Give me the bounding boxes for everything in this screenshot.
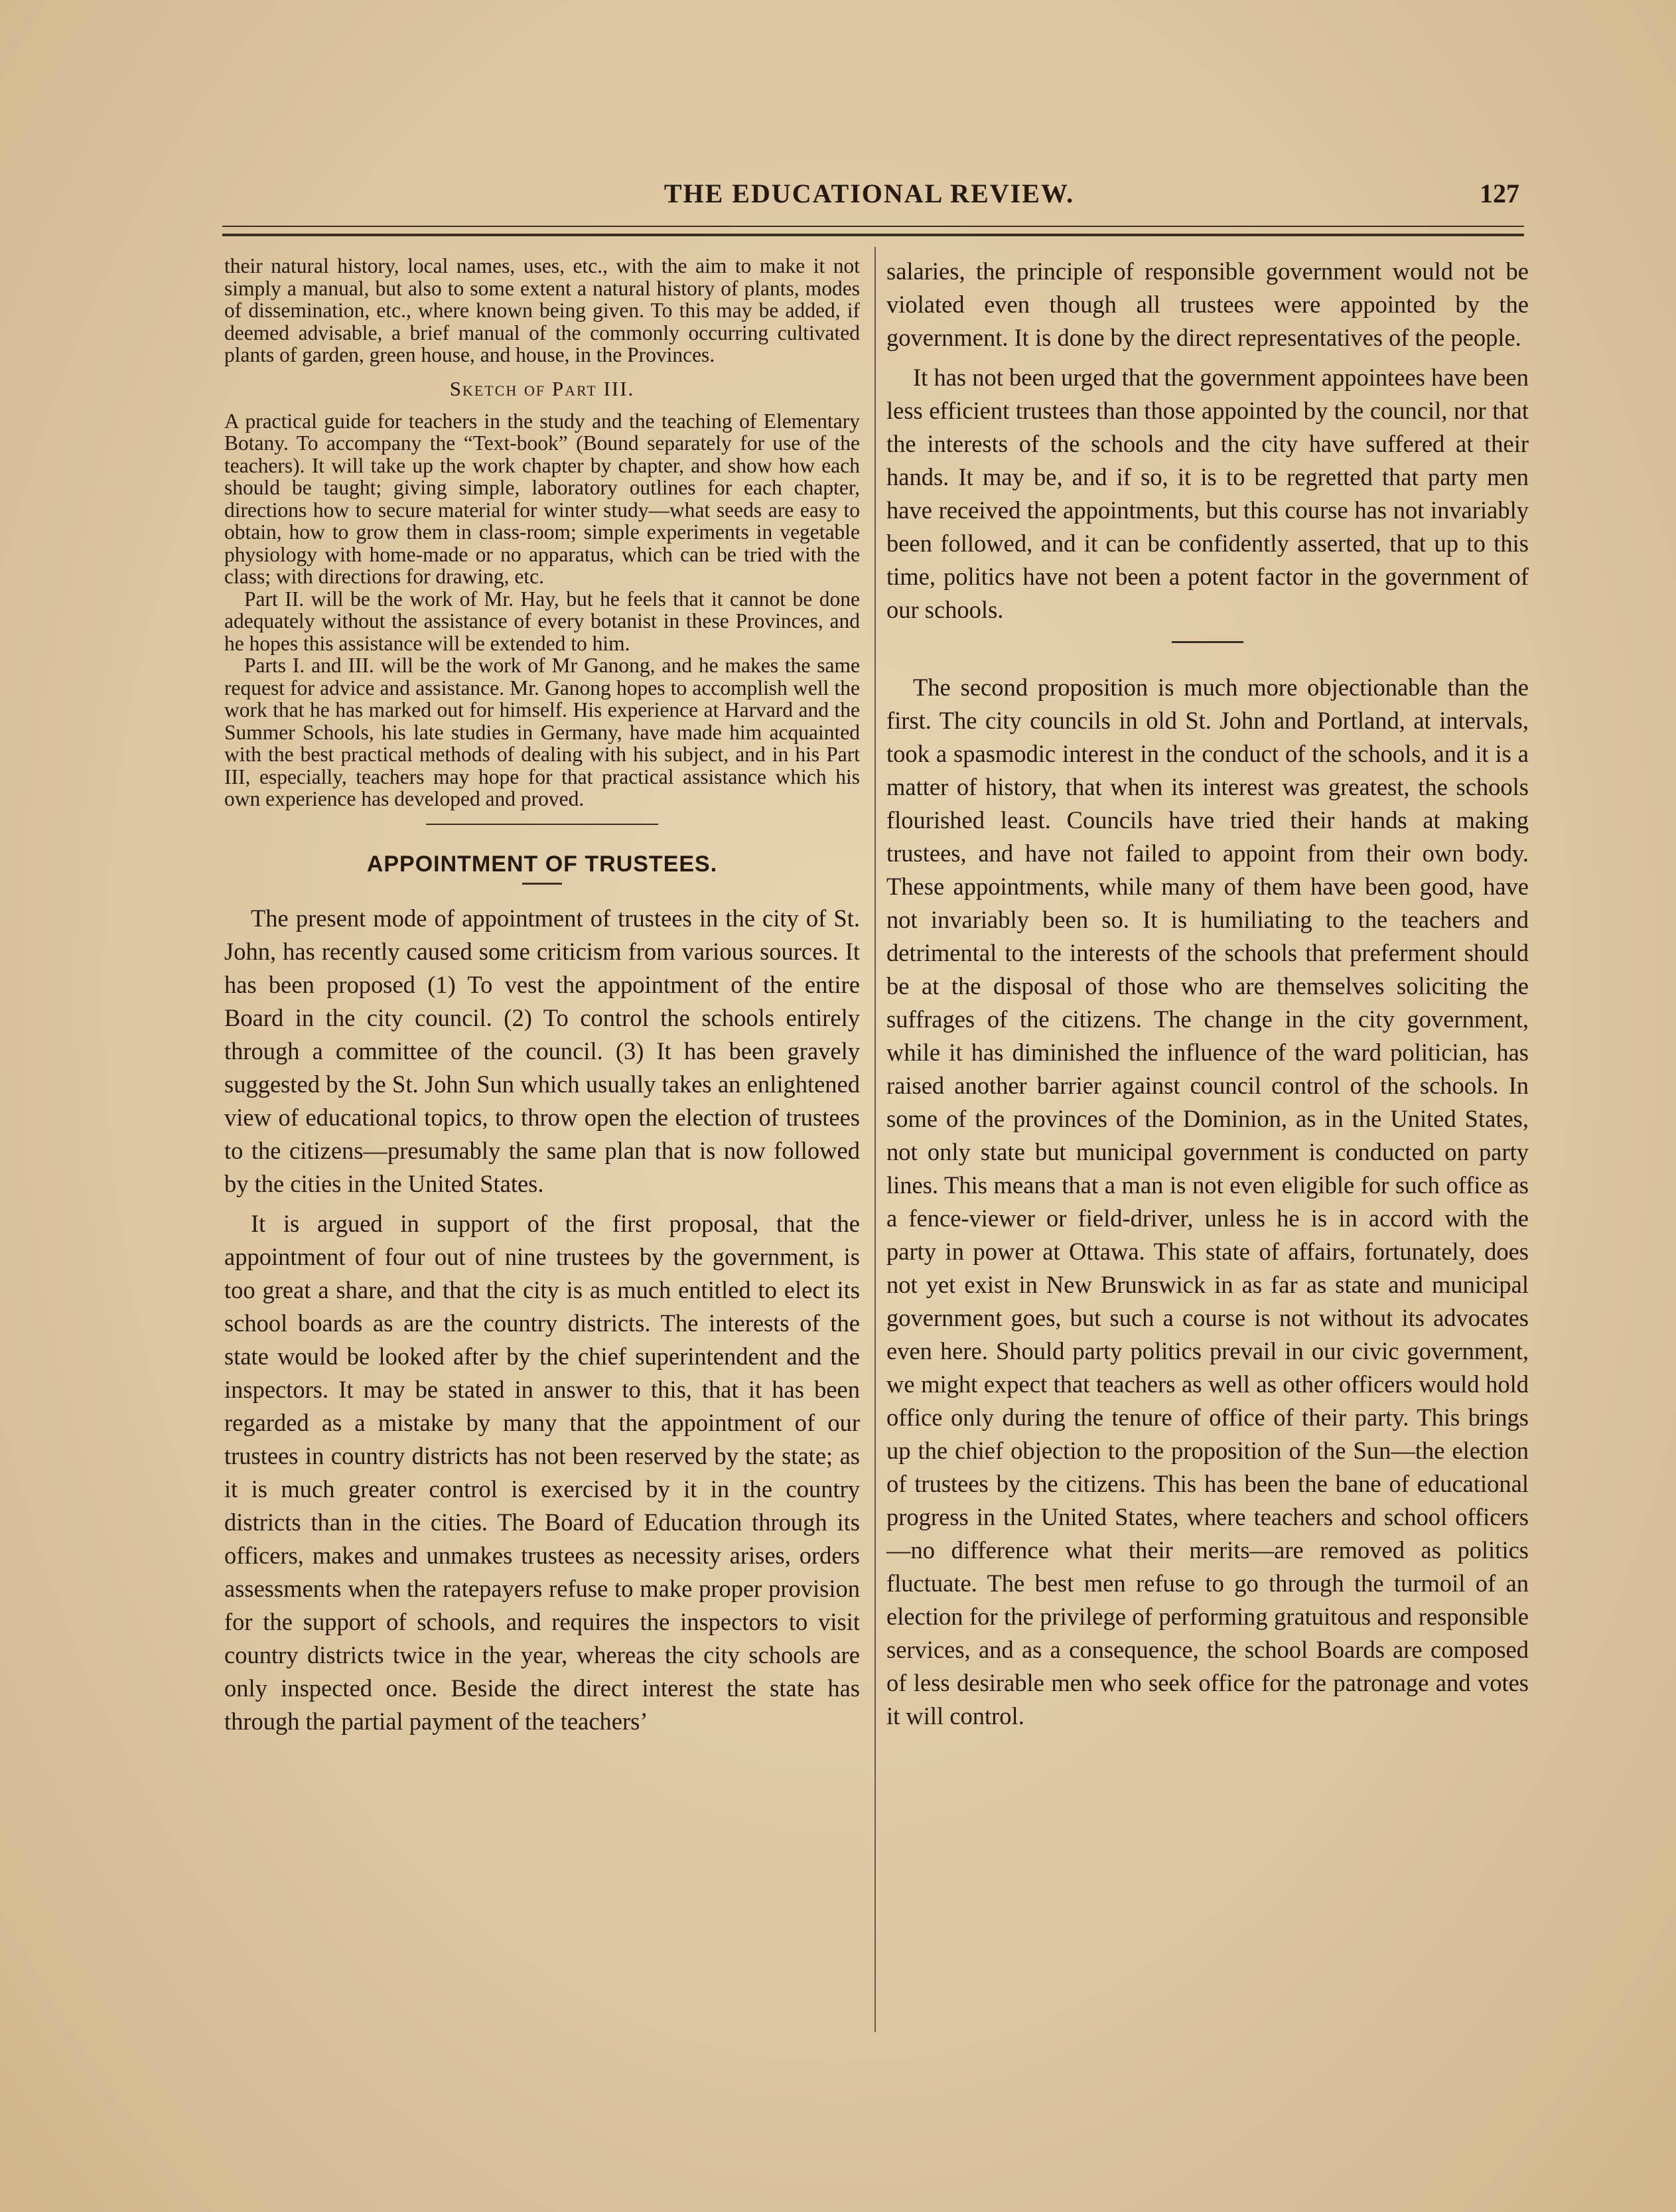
article-title: APPOINTMENT OF TRUSTEES.	[366, 851, 718, 877]
journal-title: THE EDUCATIONAL REVIEW.	[663, 179, 1075, 208]
sketch-paragraph-2: Part II. will be the work of Mr. Hay, but he feels that it cannot be done adequately without the assistance of every botanist in these Provinces, and he hopes this assistance will be extended to him.	[224, 587, 860, 655]
header-rule-thin	[222, 226, 1524, 227]
sketch-paragraph-3: Parts I. and III. will be the work of Mr Ganong, and he makes the same request for advice and assistance. Mr. Ganong hopes to accomplish well the work that he has marked out for himself. His experience at Harvard and the Summer Schools, his late studies in Germany, have made him acquainted with the best practical methods of dealing with his subject, and in his Part III, especially, teachers may hope for that practical assistance which his own experience has developed and proved.	[224, 654, 860, 810]
right-column	[886, 255, 1529, 1733]
article-paragraph-1: The present mode of appointment of trustees in the city of St. John, has recently caused some criticism from various sources. It has been proposed (1) To vest the appointment of the entire Board in the city council. (2) To control the schools entirely through a committee of the council. (3) It has been gravely suggested by the St. John Sun which usually takes an enlightened view of educational topics, to throw open the election of trustees to the citizens—presumably the same plan that is now followed by the cities in the United States.	[224, 904, 860, 1197]
running-header	[219, 178, 1519, 218]
paragraph-divider	[1172, 641, 1243, 643]
section-divider	[426, 824, 658, 825]
left-column	[224, 255, 860, 1738]
header-rule-thick	[222, 234, 1524, 236]
column-divider	[874, 247, 876, 2032]
title-underline	[522, 883, 562, 885]
page-number: 127	[1480, 179, 1519, 208]
right-paragraph-2: It has not been urged that the government appointees have been less efficient trustees than those appointed by the council, nor that the interests of the schools and the city have suffered at their hands. It may be, and if so, it is to be regretted that party men have received the appointments, but this course has not invariably been followed, and it can be confidently asserted, that up to this time, politics have not been a potent factor in the government of our schools.	[886, 364, 1529, 623]
sketch-heading: Sketch of Part III.	[449, 376, 635, 400]
article-paragraph-2: It is argued in support of the first proposal, that the appointment of four out of nine trustees by the government, is too great a share, and that the city is as much entitled to elect its school boards as are the country districts. The interests of the state would be looked after by the chief superintendent and the inspectors. It may be stated in answer to this, that it has been regarded as a mistake by many that the appointment of our trustees in country districts has not been reserved by the state; as it is much greater control is exercised by it in the country districts than in the cities. The Board of Education through its officers, makes and unmakes trustees as necessity arises, orders assessments when the ratepayers refuse to make proper provision for the support of schools, and requires the inspectors to visit country districts twice in the year, whereas the city schools are only inspected once. Beside the direct interest the state has through the partial payment of the teachers’	[224, 1209, 860, 1735]
right-paragraph-3: The second proposition is much more objectionable than the first. The city councils in old St. John and Portland, at intervals, took a spasmodic interest in the conduct of the schools, and it is a matter of history, that when its interest was greatest, the schools flourished least. Councils have tried their hands at making trustees, and have not failed to appoint from their own body. These appointments, while many of them have been good, have not invariably been so. It is humiliating to the teachers and detrimental to the interests of the schools that preferment should be at the disposal of those who are themselves soliciting the suffrages of the citizens. The change in the city government, while it has diminished the influence of the ward politician, has raised another barrier against council control of the schools. In some of the provinces of the Dominion, as in the United States, not only state but municipal government is conducted on party lines. This means that a man is not even eligible for such office as a fence-viewer or field-driver, unless he is in accord with the party in power at Ottawa. This state of affairs, fortunately, does not yet exist in New Brunswick in as far as state and municipal government goes, but such a course is not without its advocates even here. Should party politics prevail in our civic government, we might expect that teachers as well as other officers would hold office only during the tenure of office of their party. This brings up the chief objection to the proposition of the Sun—the election of trustees by the citizens. This has been the bane of educational progress in the United States, where teachers and school officers—no difference what their merits—are removed as politics fluctuate. The best men refuse to go through the turmoil of an election for the privilege of performing gratuitous and responsible services, and as a consequence, the school Boards are composed of less desirable men who seek office for the patronage and votes it will control.	[886, 674, 1529, 1730]
right-paragraph-1: salaries, the principle of responsible government would not be violated even though all trustees were appointed by the government. It is done by the direct representatives of the people.	[886, 258, 1529, 351]
sketch-paragraph-1: A practical guide for teachers in the study and the teaching of Elementary Botany. To accompany the “Text-book” (Bound separately for use of the teachers). It will take up the work chapter by chapter, and show how each should be taught; giving simple, laboratory outlines for each chapter, directions how to secure material for winter study—what seeds are easy to obtain, how to grow them in class-room; simple experiments in vegetable physiology with home-made or no apparatus, which can be tried with the class; with directions for drawing, etc.	[224, 409, 860, 588]
intro-paragraph: their natural history, local names, uses, etc., with the aim to make it not simply a manual, but also to some extent a natural history of plants, modes of dissemination, etc., where known being given. To this may be added, if deemed advisable, a brief manual of the commonly occurring cultivated plants of garden, green house, and house, in the Provinces.	[224, 254, 860, 366]
